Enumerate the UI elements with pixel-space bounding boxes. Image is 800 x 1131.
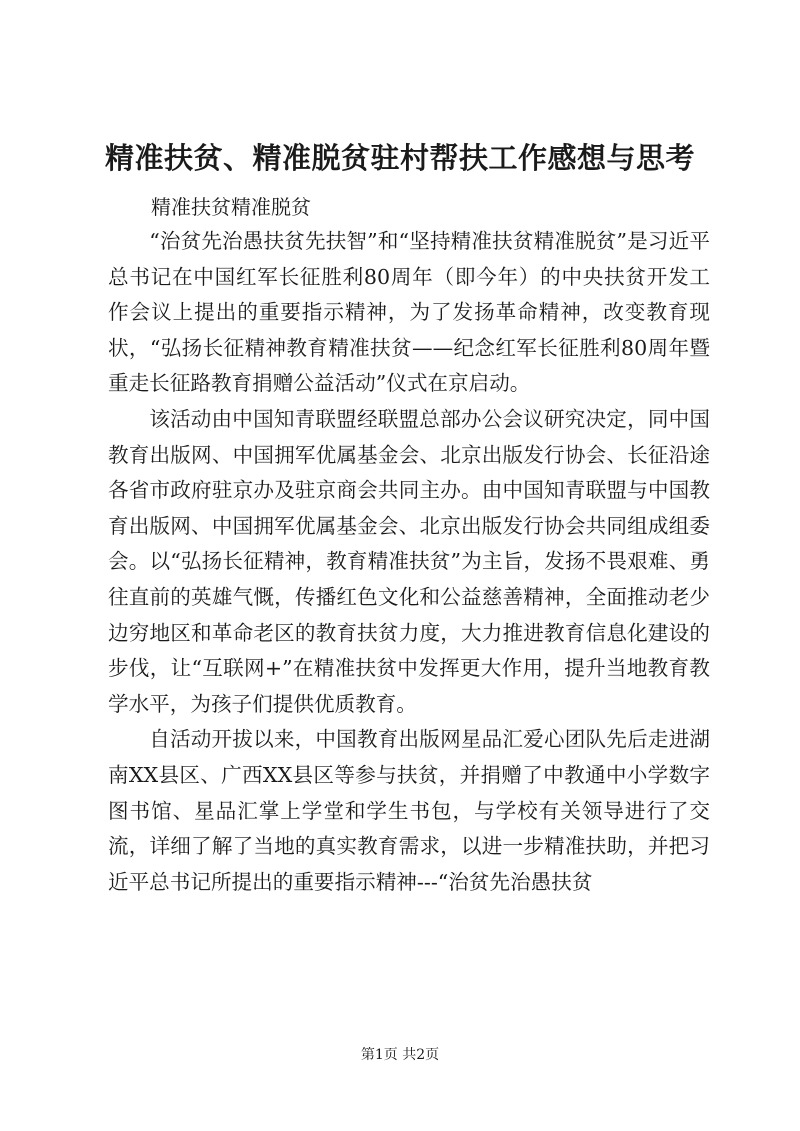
body-paragraph-3: 自活动开拔以来，中国教育出版网星品汇爱心团队先后走进湖南XX县区、广西XX县区等参与扶贫，并捐赠了中教通中小学数字图书馆、星品汇掌上学堂和学生书包，与学校有关领导进行了交流，详细了解了当地的真实教育需求，以进一步精准扶助，并把习近平总书记所提出的重要指示精神---“治贫先治愚扶贫: [108, 727, 710, 894]
page-indicator: 第1页 共2页: [360, 1047, 440, 1063]
document-title: 精准扶贫、精准脱贫驻村帮扶工作感想与思考: [104, 141, 695, 175]
body-paragraph-2: 该活动由中国知青联盟经联盟总部办公会议研究决定，同中国教育出版网、中国拥军优属基金会、北京出版发行协会、长征沿途各省市政府驻京办及驻京商会共同主办。由中国知青联盟与中国教育出版网、中国拥军优属基金会、北京出版发行协会共同组成组委会。以“弘扬长征精神，教育精准扶贫”为主旨，发扬不畏艰难、勇往直前的英雄气慨，传播红色文化和公益慈善精神，全面推动老少边穷地区和革命老区的教育扶贫力度，大力推进教育信息化建设的步伐，让“互联网+”在精准扶贫中发挥更大作用，提升当地教育教学水平，为孩子们提供优质教育。: [108, 406, 710, 716]
document-body: [108, 224, 710, 900]
body-paragraph-1: “治贫先治愚扶贫先扶智”和“坚持精准扶贫精准脱贫”是习近平总书记在中国红军长征胜利80周年（即今年）的中央扶贫开发工作会议上提出的重要指示精神，为了发扬革命精神，改变教育现状，“弘扬长征精神教育精准扶贫——纪念红军长征胜利80周年暨重走长征路教育捐赠公益活动”仪式在京启动。: [108, 229, 710, 396]
document-keywords: 精准扶贫精准脱贫: [151, 195, 311, 219]
